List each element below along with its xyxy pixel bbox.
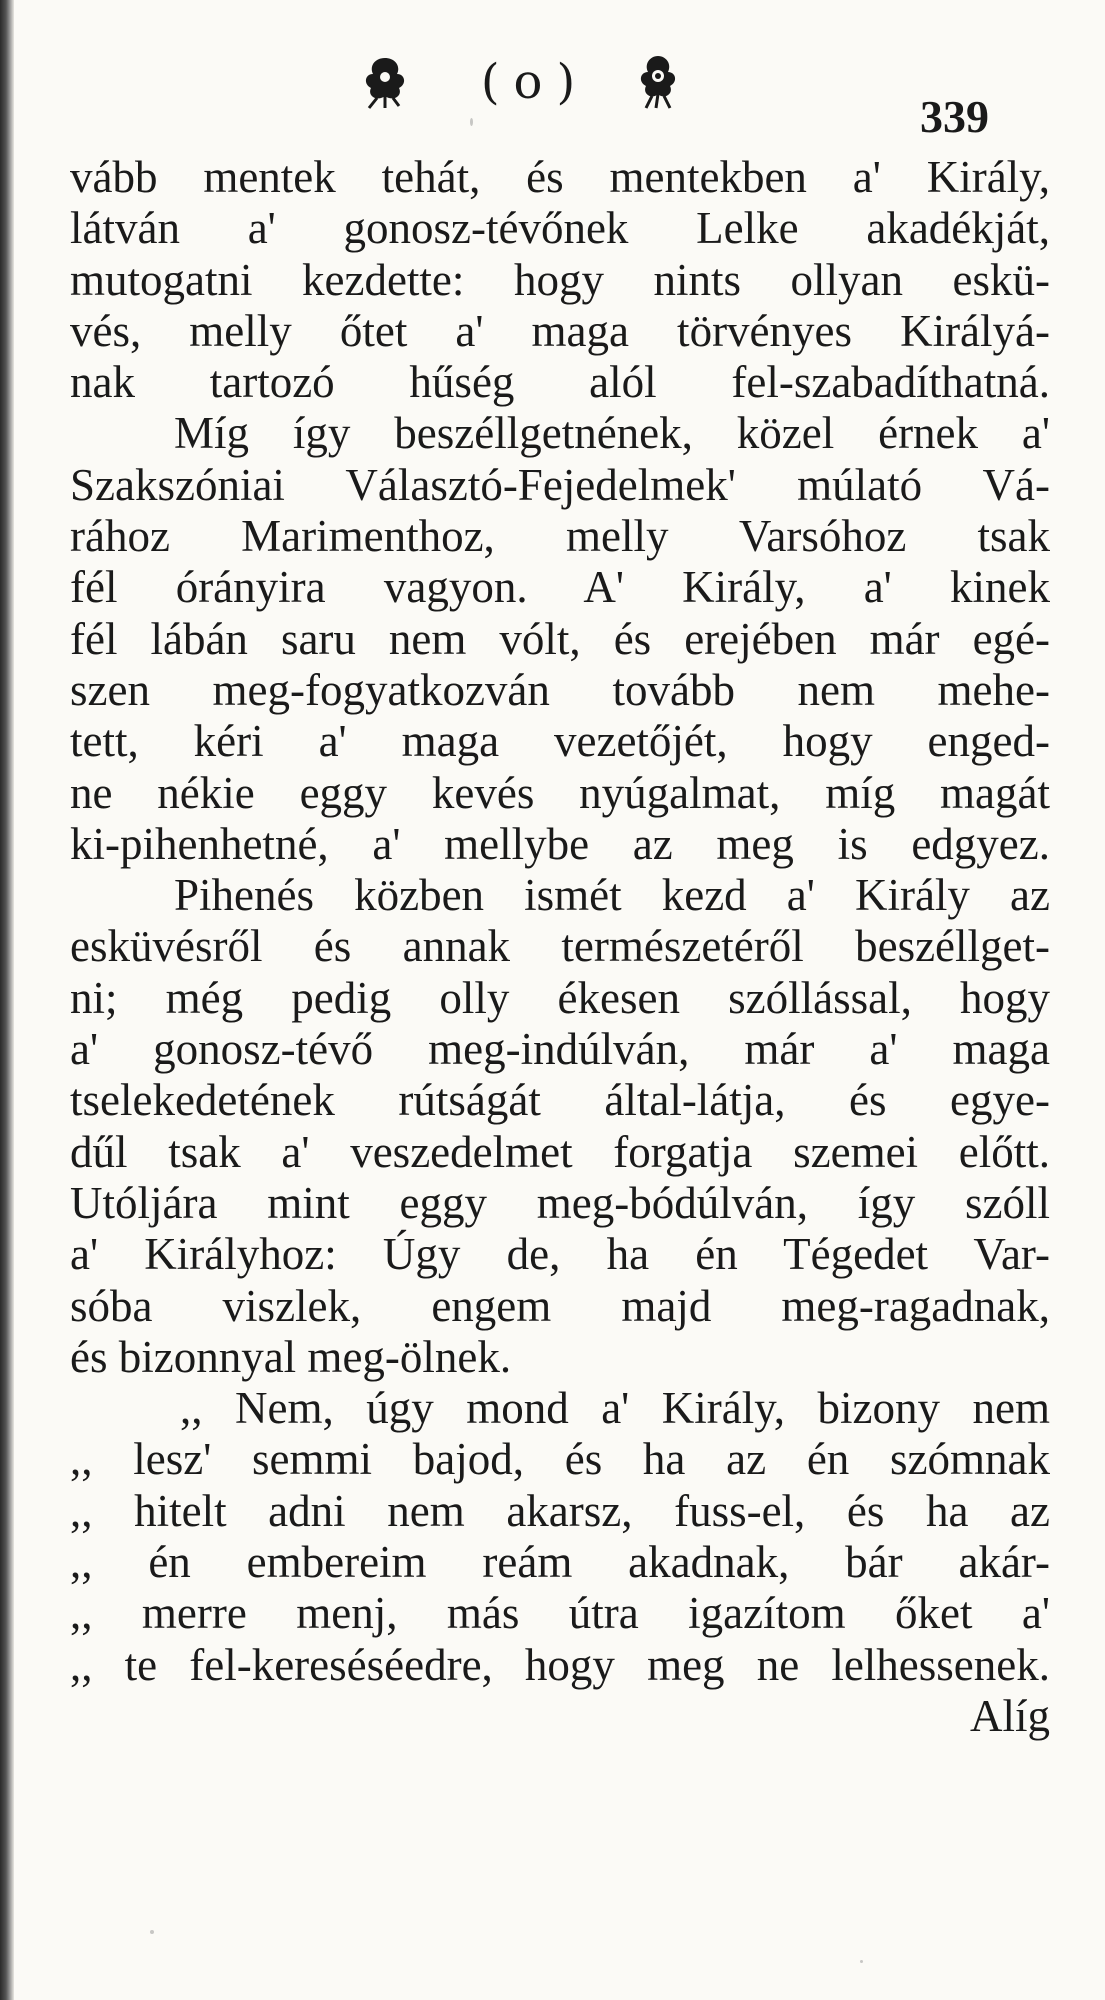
text-line: ,, merre menj, más útra igazítom őket a'	[70, 1588, 1050, 1639]
text-line: vább mentek tehát, és mentekben a' Király,	[70, 152, 1050, 202]
text-line: ,, lesz' semmi bajod, és ha az én szómnak	[70, 1434, 1050, 1485]
text-line: Szakszóniai Választó-Fejedelmek' múlató Vá-	[70, 459, 1050, 510]
text-line: fél lábán saru nem vólt, és erejében már egé-	[70, 613, 1050, 664]
text-line: a' Királyhoz: Úgy de, ha én Tégedet Var-	[70, 1229, 1050, 1280]
text-line: tett, kéri a' maga vezetőjét, hogy enged-	[70, 716, 1050, 767]
text-line: ni; még pedig olly ékesen szóllással, hogy	[70, 972, 1050, 1023]
text-line: ne nékie eggy kevés nyúgalmat, míg magát	[70, 767, 1050, 818]
text-line: esküvésről és annak természetéről beszéllget-	[70, 921, 1050, 972]
text-line: Utóljára mint eggy meg-bódúlván, így szóll	[70, 1177, 1050, 1228]
text-line: Pihenés közben ismét kezd a' Király az	[174, 870, 1050, 921]
page-number: 339	[920, 91, 989, 142]
text-line: dűl tsak a' veszedelmet forgatja szemei előtt.	[70, 1126, 1050, 1177]
text-line: vés, melly őtet a' maga törvényes Királyá-	[70, 305, 1050, 356]
text-line: látván a' gonosz-tévőnek Lelke akadékját,	[70, 203, 1050, 254]
text-line: szen meg-fogyatkozván tovább nem mehe-	[70, 664, 1050, 715]
catchword: Alíg	[969, 1690, 1050, 1741]
text-line: ,, Nem, úgy mond a' Király, bizony nem	[180, 1383, 1050, 1434]
text-line: mutogatni kezdette: hogy nints ollyan eskü-	[70, 254, 1050, 305]
paper-speck	[860, 1960, 863, 1963]
text-line: fél órányira vagyon. A' Király, a' kinek	[70, 562, 1050, 613]
page-header	[0, 40, 1105, 140]
text-line: ,, te fel-kereséséedre, hogy meg ne lelhessenek.	[70, 1639, 1050, 1690]
fleuron-right-icon	[628, 50, 688, 110]
page-binding-edge	[0, 0, 14, 2000]
text-line: tselekedetének rútságát által-látja, és egye-	[70, 1075, 1050, 1126]
body-text	[70, 152, 1050, 1742]
paper-speck	[150, 1930, 154, 1934]
header-mark: (o)	[480, 54, 590, 110]
text-line: rához Marimenthoz, melly Varsóhoz tsak	[70, 511, 1050, 562]
text-line: ,, hitelt adni nem akarsz, fuss-el, és ha az	[70, 1485, 1050, 1536]
text-line: ki-pihenhetné, a' mellybe az meg is edgyez.	[70, 818, 1050, 869]
text-line: a' gonosz-tévő meg-indúlván, már a' maga	[70, 1024, 1050, 1075]
text-line: ,, én embereim reám akadnak, bár akár-	[70, 1537, 1050, 1588]
text-line: sóba viszlek, engem majd meg-ragadnak,	[70, 1280, 1050, 1331]
text-line: nak tartozó hűség alól fel-szabadíthatná.	[70, 357, 1050, 408]
text-line: Míg így beszéllgetnének, közel érnek a'	[174, 408, 1050, 459]
fleuron-left-icon	[355, 50, 415, 110]
text-line: és bizonnyal meg-ölnek.	[70, 1331, 512, 1382]
paper-speck	[470, 118, 473, 126]
